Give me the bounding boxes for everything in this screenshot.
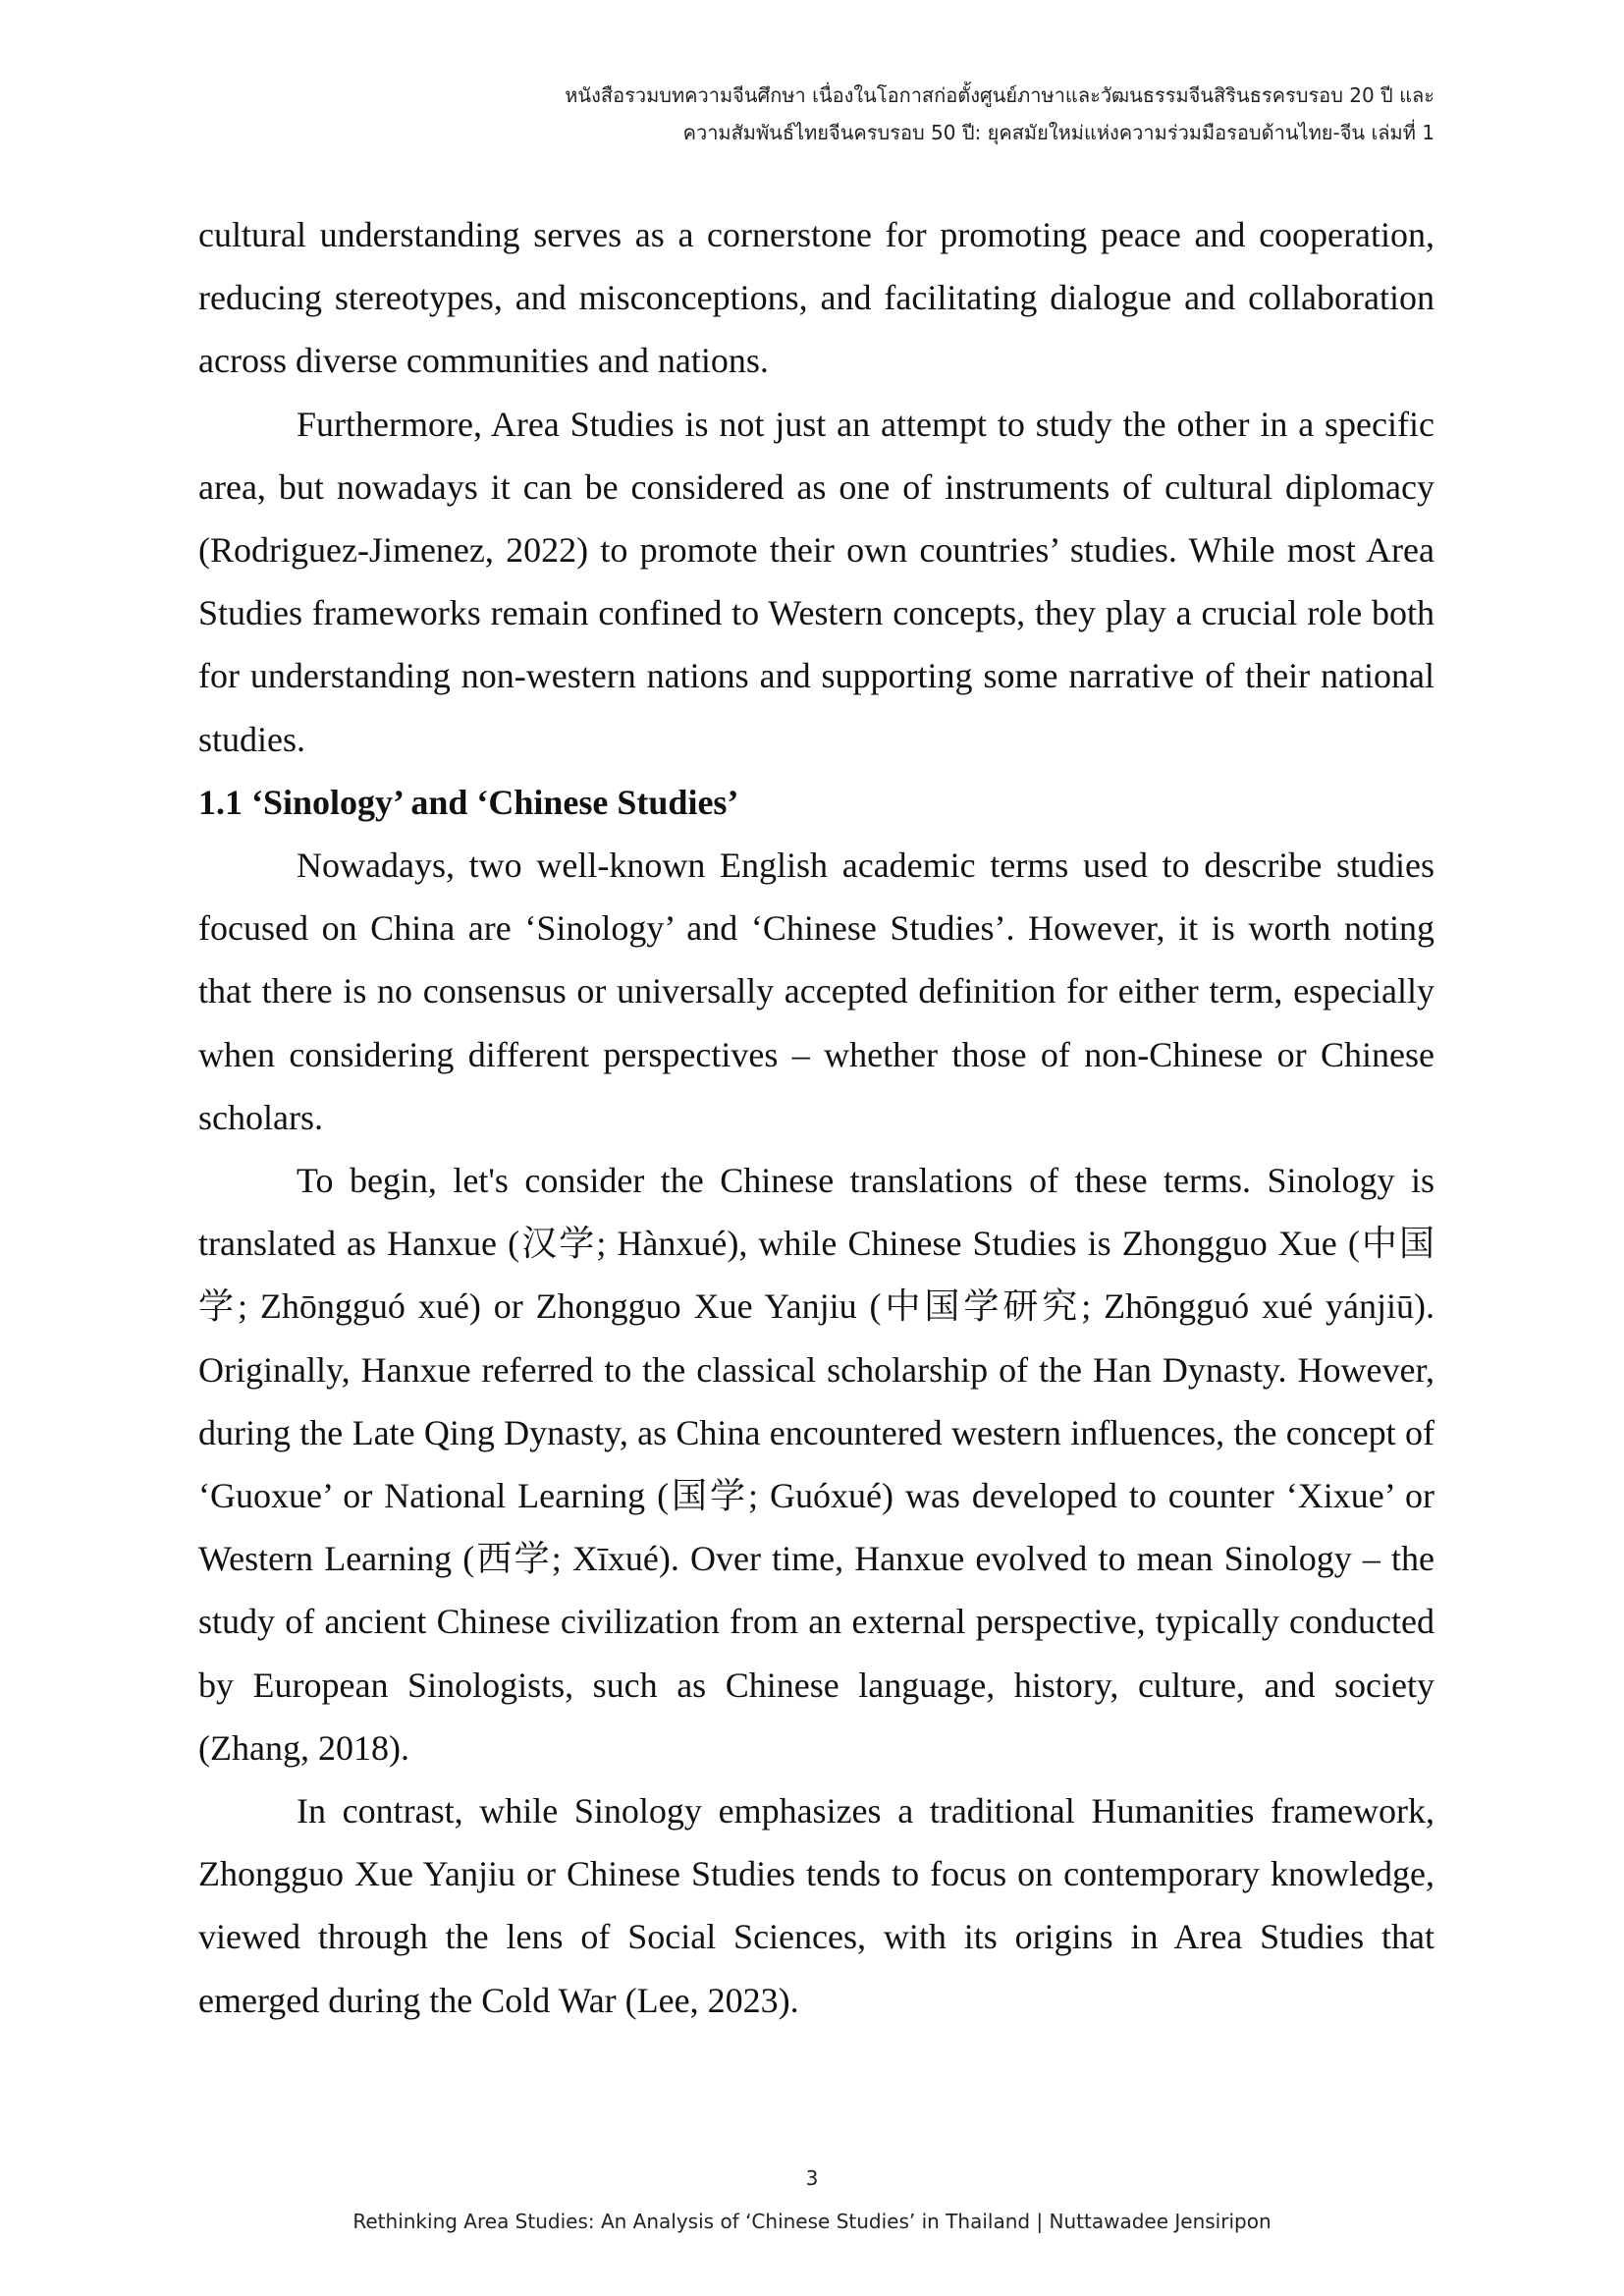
- running-header: [158, 77, 1435, 151]
- paragraph-terms: Nowadays, two well-known English academic terms used to describe studies focused on China are ‘Sinology’ and ‘Chinese Studies’. However, it is worth noting that there is no consensus or universally accepted definition for either term, especially when considering different perspectives – whether those of non-Chinese or Chinese scholars.: [198, 846, 1435, 1137]
- page-number: 3: [805, 2166, 819, 2190]
- paragraph-area-studies-diplomacy: Furthermore, Area Studies is not just an attempt to study the other in a specific area, but nowadays it can be considered as one of instruments of cultural diplomacy (Rodriguez-Jimenez, 2022) to promote their own countries’ studies. While most Area Studies frameworks remain confined to Western concepts, they play a crucial role both for understanding non-western nations and supporting some narrative of their national studies.: [198, 404, 1435, 759]
- running-header-line-2: ความสัมพันธ์ไทยจีนครบรอบ 50 ปี: ยุคสมัยใหม่แห่งความร่วมมือรอบด้านไทย-จีน เล่มที่ 1: [682, 121, 1435, 144]
- paragraph-translations: To begin, let's consider the Chinese translations of these terms. Sinology is translated as Hanxue (汉学; Hànxué), while Chinese Studies is Zhongguo Xue (中国学; Zhōngguó xué) or Zhongguo Xue Yanjiu (中国学研究; Zhōngguó xué yánjiū). Originally, Hanxue referred to the classical scholarship of the Han Dynasty. However, during the Late Qing Dynasty, as China encountered western influences, the concept of ‘Guoxue’ or National Learning (国学; Guóxué) was developed to counter ‘Xixue’ or Western Learning (西学; Xīxué). Over time, Hanxue evolved to mean Sinology – the study of ancient Chinese civilization from an external perspective, typically conducted by European Sinologists, such as Chinese language, history, culture, and society (Zhang, 2018).: [198, 1161, 1435, 1768]
- body-text: [198, 203, 1435, 2032]
- running-footer: Rethinking Area Studies: An Analysis of ‘Chinese Studies’ in Thailand | Nuttawadee Jensiripon: [352, 2210, 1272, 2233]
- running-header-line-1: หนังสือรวมบทความจีนศึกษา เนื่องในโอกาสก่อตั้งศูนย์ภาษาและวัฒนธรรมจีนสิรินธรครบรอบ 20 ปี และ: [565, 83, 1435, 107]
- paragraph-contrast: In contrast, while Sinology emphasizes a traditional Humanities framework, Zhongguo Xue Yanjiu or Chinese Studies tends to focus on contemporary knowledge, viewed through the lens of Social Sciences, with its origins in Area Studies that emerged during the Cold War (Lee, 2023).: [198, 1791, 1435, 2020]
- section-heading: 1.1 ‘Sinology’ and ‘Chinese Studies’: [198, 782, 739, 822]
- paragraph-continuation: cultural understanding serves as a cornerstone for promoting peace and cooperation, reducing stereotypes, and misconceptions, and facilitating dialogue and collaboration across diverse communities and nations.: [198, 215, 1435, 381]
